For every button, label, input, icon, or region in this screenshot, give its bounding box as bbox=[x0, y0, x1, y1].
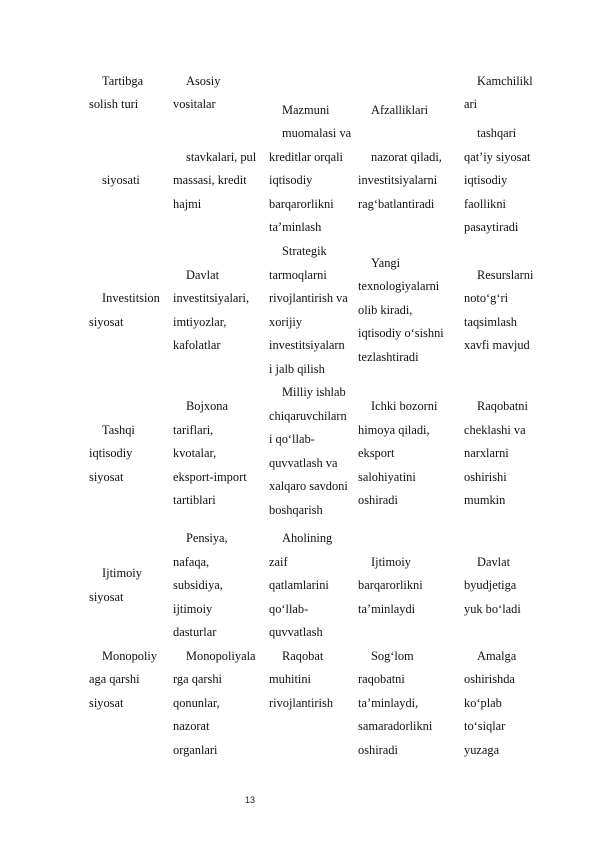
cell-line: massasi, kredit bbox=[173, 173, 247, 188]
table-cell-advantages bbox=[358, 240, 464, 381]
cell-line: siyosat bbox=[89, 589, 124, 604]
cell-line: aga qarshi bbox=[89, 672, 140, 686]
cell-line: qatlamlarini bbox=[269, 578, 329, 592]
cell-line: chiqaruvchilarn bbox=[269, 408, 347, 423]
cell-text bbox=[269, 99, 358, 123]
cell-line: xavfi mavjud bbox=[464, 338, 530, 352]
cell-line: boshqarish bbox=[269, 502, 323, 517]
cell-line: texnologiyalarni bbox=[358, 279, 440, 294]
cell-line: Davlat bbox=[477, 554, 511, 569]
cell-text bbox=[464, 551, 544, 622]
cell-text bbox=[89, 419, 173, 490]
cell-line: himoya qiladi, bbox=[358, 422, 430, 437]
table-cell-advantages bbox=[358, 527, 464, 645]
cell-line: qo‘llab- bbox=[269, 601, 309, 616]
cell-line: ta’minlaydi, bbox=[358, 695, 419, 710]
table-cell-tools bbox=[173, 240, 269, 381]
cell-line: rivojlantirish va bbox=[269, 291, 348, 305]
cell-text bbox=[464, 70, 544, 117]
table-cell-type bbox=[89, 527, 173, 645]
cell-line: barqarorlikni bbox=[358, 578, 423, 592]
cell-line: quvvatlash bbox=[269, 625, 323, 639]
cell-line: yuzaga bbox=[464, 742, 500, 757]
cell-line: cheklashi va bbox=[464, 422, 526, 437]
cell-line: rivojlantirish bbox=[269, 695, 334, 710]
cell-text bbox=[173, 70, 269, 117]
cell-line: tartiblari bbox=[173, 493, 216, 508]
cell-line: xorijiy bbox=[269, 314, 303, 329]
cell-line: eksport-import bbox=[173, 469, 247, 484]
cell-line: dasturlar bbox=[173, 625, 217, 639]
cell-line: samaradorlikni bbox=[358, 719, 433, 733]
cell-line: nazorat bbox=[173, 719, 210, 733]
cell-line: tarmoqlarni bbox=[269, 267, 327, 282]
table-cell-content bbox=[269, 381, 358, 527]
table-cell-content bbox=[269, 240, 358, 381]
cell-line: pasaytiradi bbox=[464, 220, 519, 235]
page-number: 13 bbox=[244, 795, 255, 805]
cell-line: Raqobat bbox=[282, 648, 324, 663]
table-cell-tools bbox=[173, 381, 269, 527]
cell-line: organlari bbox=[173, 742, 218, 757]
cell-line: i qo‘llab- bbox=[269, 432, 315, 446]
cell-text bbox=[358, 551, 464, 622]
table-cell-type bbox=[89, 381, 173, 527]
cell-text bbox=[173, 527, 269, 645]
cell-line: quvvatlash va bbox=[269, 455, 338, 470]
cell-line: subsidiya, bbox=[173, 578, 223, 592]
table-cell-tools bbox=[173, 645, 269, 765]
cell-line: kafolatlar bbox=[173, 338, 221, 352]
cell-line: mumkin bbox=[464, 493, 506, 508]
cell-text bbox=[464, 395, 544, 513]
cell-line: ta’minlash bbox=[269, 220, 322, 235]
cell-line: ari bbox=[464, 97, 478, 111]
cell-line: Mazmuni bbox=[282, 102, 330, 117]
cell-line: raqobatni bbox=[358, 672, 405, 686]
cell-line: Tartibga bbox=[102, 73, 144, 88]
cell-line: nafaqa, bbox=[173, 554, 210, 569]
cell-line: oshirishda bbox=[464, 672, 515, 686]
cell-line: Ijtimoiy bbox=[371, 554, 411, 569]
cell-line: noto‘g‘ri bbox=[464, 291, 509, 305]
cell-line: xalqaro savdoni bbox=[269, 479, 348, 493]
table-cell-content bbox=[269, 122, 358, 240]
cell-line: kreditlar orqali bbox=[269, 149, 343, 164]
cell-line: siyosati bbox=[102, 173, 140, 188]
table-cell-content bbox=[269, 64, 358, 122]
cell-text bbox=[358, 146, 464, 217]
policy-table bbox=[89, 64, 544, 765]
cell-line: Monopoliyala bbox=[186, 648, 256, 663]
cell-text bbox=[269, 122, 358, 240]
cell-line: iqtisodiy bbox=[464, 173, 508, 188]
cell-text bbox=[358, 252, 464, 370]
cell-line: to‘siqlar bbox=[464, 719, 506, 733]
cell-text bbox=[358, 645, 464, 763]
table-cell-tools bbox=[173, 122, 269, 240]
cell-text bbox=[89, 169, 173, 193]
table-cell-drawbacks bbox=[464, 527, 544, 645]
cell-line: rag‘batlantiradi bbox=[358, 196, 435, 211]
cell-line: eksport bbox=[358, 446, 395, 461]
cell-line: byudjetiga bbox=[464, 578, 517, 592]
cell-text bbox=[89, 70, 173, 117]
table-cell-type bbox=[89, 240, 173, 381]
cell-line: investitsiyalarn bbox=[269, 338, 345, 352]
cell-line: Afzalliklari bbox=[371, 102, 429, 117]
cell-line: Bojxona bbox=[186, 399, 228, 414]
table-row bbox=[89, 122, 544, 240]
cell-text bbox=[269, 645, 358, 716]
cell-line: solish turi bbox=[89, 97, 139, 111]
table-cell-drawbacks bbox=[464, 64, 544, 122]
cell-line: salohiyatini bbox=[358, 469, 416, 484]
table-cell-content bbox=[269, 645, 358, 765]
table-cell-advantages bbox=[358, 64, 464, 122]
cell-line: Investitsion bbox=[102, 291, 160, 305]
cell-line: narxlarni bbox=[464, 446, 509, 461]
cell-text bbox=[464, 122, 544, 240]
cell-line: siyosat bbox=[89, 469, 124, 484]
cell-text bbox=[173, 264, 269, 358]
table-cell-drawbacks bbox=[464, 645, 544, 765]
cell-line: muhitini bbox=[269, 672, 311, 686]
table-cell-tools bbox=[173, 64, 269, 122]
cell-text bbox=[358, 99, 464, 123]
cell-line: Sog‘lom bbox=[371, 648, 414, 663]
cell-line: Pensiya, bbox=[186, 531, 228, 545]
cell-line: Aholining bbox=[282, 531, 333, 545]
cell-line: Amalga bbox=[477, 648, 517, 663]
cell-line: ko‘plab bbox=[464, 695, 502, 710]
cell-text bbox=[269, 381, 358, 522]
cell-line: tezlashtiradi bbox=[358, 349, 419, 364]
table-cell-drawbacks bbox=[464, 122, 544, 240]
table-cell-drawbacks bbox=[464, 240, 544, 381]
cell-line: Kamchilikl bbox=[477, 73, 533, 88]
cell-line: Raqobatni bbox=[477, 399, 528, 414]
cell-line: kvotalar, bbox=[173, 446, 217, 461]
cell-line: Ichki bozorni bbox=[371, 399, 438, 414]
cell-line: faollikni bbox=[464, 196, 506, 211]
cell-line: olib kiradi, bbox=[358, 302, 413, 317]
cell-line: hajmi bbox=[173, 196, 202, 211]
cell-text bbox=[464, 645, 544, 763]
cell-line: stavkalari, pul bbox=[186, 149, 257, 164]
table-cell-type bbox=[89, 645, 173, 765]
table-row bbox=[89, 381, 544, 527]
cell-line: rga qarshi bbox=[173, 672, 222, 686]
cell-line: Yangi bbox=[371, 255, 401, 270]
cell-line: iqtisodiy o‘sishni bbox=[358, 326, 444, 341]
table-row bbox=[89, 240, 544, 381]
cell-line: imtiyozlar, bbox=[173, 314, 227, 329]
table-cell-drawbacks bbox=[464, 381, 544, 527]
cell-line: Ijtimoiy bbox=[102, 566, 142, 581]
cell-line: ta’minlaydi bbox=[358, 601, 416, 616]
cell-text bbox=[89, 562, 173, 609]
cell-line: iqtisodiy bbox=[269, 173, 313, 188]
cell-line: i jalb qilish bbox=[269, 361, 325, 376]
cell-line: Monopoliy bbox=[102, 648, 158, 663]
cell-line: Milliy ishlab bbox=[282, 385, 346, 399]
cell-text bbox=[173, 395, 269, 513]
cell-line: oshiradi bbox=[358, 742, 398, 757]
cell-text bbox=[269, 527, 358, 645]
cell-line: Asosiy bbox=[186, 73, 221, 88]
table-cell-advantages bbox=[358, 122, 464, 240]
cell-text bbox=[358, 395, 464, 513]
table-body bbox=[89, 64, 544, 765]
cell-line: zaif bbox=[269, 554, 288, 569]
cell-line: vositalar bbox=[173, 97, 216, 111]
cell-line: Tashqi bbox=[102, 422, 135, 437]
table-row bbox=[89, 645, 544, 765]
table-cell-advantages bbox=[358, 381, 464, 527]
cell-text bbox=[89, 645, 173, 716]
cell-line: investitsiyalari, bbox=[173, 291, 250, 305]
cell-line: tariflari, bbox=[173, 422, 214, 437]
cell-line: oshirishi bbox=[464, 469, 507, 484]
table-cell-content bbox=[269, 527, 358, 645]
cell-line: Davlat bbox=[186, 267, 220, 282]
cell-line: oshiradi bbox=[358, 493, 398, 508]
table-cell-type bbox=[89, 122, 173, 240]
cell-line: muomalasi va bbox=[282, 126, 352, 141]
table-cell-type bbox=[89, 64, 173, 122]
cell-line: barqarorlikni bbox=[269, 196, 334, 211]
table-row bbox=[89, 64, 544, 122]
cell-line: investitsiyalarni bbox=[358, 173, 438, 188]
cell-line: nazorat qiladi, bbox=[371, 149, 442, 164]
cell-line: siyosat bbox=[89, 695, 124, 710]
cell-text bbox=[173, 146, 269, 217]
cell-line: ijtimoiy bbox=[173, 601, 213, 616]
table-row bbox=[89, 527, 544, 645]
cell-line: tashqari bbox=[477, 126, 517, 141]
cell-line: siyosat bbox=[89, 314, 124, 329]
table-cell-tools bbox=[173, 527, 269, 645]
cell-line: qonunlar, bbox=[173, 695, 220, 710]
cell-text bbox=[464, 264, 544, 358]
cell-text bbox=[269, 240, 358, 381]
cell-text bbox=[173, 645, 269, 763]
cell-line: Strategik bbox=[282, 244, 327, 258]
table-cell-advantages bbox=[358, 645, 464, 765]
cell-line: iqtisodiy bbox=[89, 446, 133, 461]
cell-text bbox=[89, 287, 173, 334]
cell-line: qat’iy siyosat bbox=[464, 149, 531, 164]
cell-line: taqsimlash bbox=[464, 314, 517, 329]
cell-line: Resurslarni bbox=[477, 267, 534, 282]
cell-line: yuk bo‘ladi bbox=[464, 601, 521, 616]
